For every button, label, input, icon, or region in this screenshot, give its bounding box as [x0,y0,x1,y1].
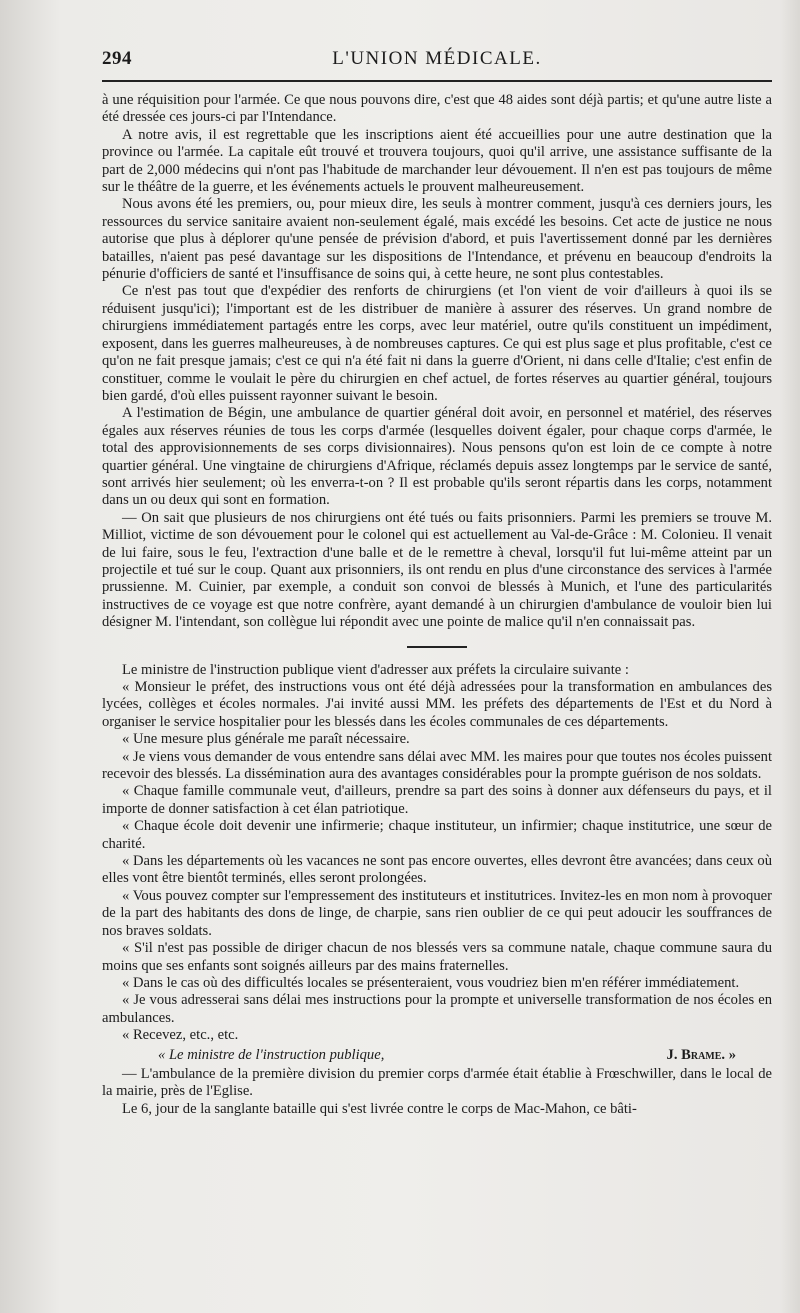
paragraph: « Monsieur le préfet, des instructions vous ont été déjà adressées pour la transformation en ambulances des lycées, collèges et écoles normales. J'ai invité aussi MM. les préfets des départements de l'Est et du Nord à organiser le service hospitalier pour les blessés dans les écoles communales de ces départements. [102,679,772,730]
paragraph: « Chaque famille communale veut, d'ailleurs, prendre sa part des soins à donner aux défenseurs du pays, et il importe de donner satisfaction à cet élan patriotique. [102,783,772,817]
section-divider [407,646,467,648]
signature-title: « Le ministre de l'instruction publique, [158,1046,385,1063]
page-header [102,40,772,76]
paragraph: « Vous pouvez compter sur l'empressement des instituteurs et institutrices. Invitez-les en mon nom à provoquer de la part des habitants des dons de linge, de charpie, sans rien oublier de ce qui peut adoucir les souffrances de nos braves soldats. [102,887,772,939]
paragraph: « Recevez, etc., etc. [122,1027,239,1044]
paragraph: « Une mesure plus générale me paraît nécessaire. [122,731,410,748]
journal-title: L'UNION MÉDICALE. [332,48,542,69]
paragraph: — L'ambulance de la première division du premier corps d'armée était établie à Frœschwiller, dans le local de la mairie, près de l'Eglise. [102,1065,772,1100]
paragraph: Ce n'est pas tout que d'expédier des renforts de chirurgiens (et l'on vient de voir d'ailleurs à quoi ils se réduisent jusqu'ici); l'important est de les distribuer de manière à assurer des réserves. Un grand nombre de chirurgiens immédiatement partagés entre les corps, avec leur matériel, outre qu'ils constituent un impédiment, exposent, dans les guerres malheureuses, à de nombreuses captures. Ce qui est plus sage et plus profitable, c'est ce qu'on ne fait presque jamais; c'est ce qui n'a été fait ni dans la guerre d'Orient, ni dans celle d'Italie; c'est enfin de constituer, comme le voulait le père du chirurgien en chef actuel, de fortes réserves au quartier général, toujours bien gardé, d'où elles puissent rayonner suivant le besoin. [102,283,772,404]
article-body [102,92,772,1118]
paragraph: — On sait que plusieurs de nos chirurgiens ont été tués ou faits prisonniers. Parmi les premiers se trouve M. Milliot, victime de son dévouement pour le colonel qui est actuellement au Val-de-Grâce : M. Colonieu. Il venait de lui faire, sous le feu, l'extraction d'une balle et de le remettre à cheval, lorsqu'il fut lui-même atteint par un projectile et tué sur le coup. Quant aux prisonniers, ils ont rendu en plus d'une circonstance des services à l'armée prussienne. M. Cuinier, par exemple, a conduit son convoi de blessés à Munich, et l'une des particularités instructives de ce voyage est que notre confrère, ayant demandé à un chirurgien d'ambulance de vouloir bien lui désigner M. l'intendant, son collègue lui répondit avec une pointe de malice qu'il n'en connaissait pas. [102,509,772,631]
paragraph: Le 6, jour de la sanglante bataille qui s'est livrée contre le corps de Mac-Mahon, ce bâti- [122,1100,637,1117]
paragraph: « S'il n'est pas possible de diriger chacun de nos blessés vers sa commune natale, chaque commune saura du moins que ses enfants sont soignés ailleurs par des mains fraternelles. [102,940,772,974]
paragraph: « Je viens vous demander de vous entendre sans délai avec MM. les maires pour que toutes nos écoles puissent recevoir des blessés. La dissémination aura des avantages considérables pour la prompte guérison de nos soldats. [102,748,772,783]
paragraph: « Je vous adresserai sans délai mes instructions pour la prompte et universelle transformation de nos écoles en ambulances. [102,992,772,1026]
paragraph: « Chaque école doit devenir une infirmerie; chaque instituteur, un infirmier; chaque institutrice, une sœur de charité. [102,818,772,852]
paragraph: « Dans les départements où les vacances ne sont pas encore ouvertes, elles devront être avancées; dans ceux où elles vont être bientôt terminés, elles seront prolongées. [102,853,772,887]
page-number: 294 [102,48,132,69]
paragraph: « Dans le cas où des difficultés locales se présenteraient, vous voudriez bien m'en référer immédiatement. [122,974,740,991]
paragraph: Le ministre de l'instruction publique vient d'adresser aux préfets la circulaire suivante : [122,661,629,678]
signature-block [102,1047,772,1064]
paragraph: A notre avis, il est regrettable que les inscriptions aient été accueillies pour une autre destination que la province ou l'armée. La capitale eût trouvé et trouvera toujours, quoi qu'il arrive, une assistance suffisante de la part de 2,000 médecins qui n'ont pas l'habitude de marchander leur dévouement. Il n'en est pas toujours de même sur le théâtre de la guerre, et les événements actuels le prouvent malheureusement. [102,126,772,196]
paragraph: A l'estimation de Bégin, une ambulance de quartier général doit avoir, en personnel et matériel, des réserves égales aux réserves réunies de tous les corps d'armée (lesquelles doivent égaler, pour chaque corps d'armée, le total des approvisionnements de ses corps divisionnaires). Nous pensons qu'on est loin de ce compte à notre quartier général. Une vingtaine de chirurgiens d'Afrique, réclamés depuis assez longtemps par le service de santé, sont arrivés hier seulement; où les enverra-t-on ? Il est probable qu'ils seront répartis dans les corps, notamment dans un ou deux qui sont en formation. [102,405,772,509]
paragraph: Nous avons été les premiers, ou, pour mieux dire, les seuls à montrer comment, jusqu'à ces derniers jours, les ressources du service sanitaire avaient non-seulement égalé, mais excédé les besoins. Cet acte de justice ne nous autorise que plus à déplorer qu'une pensée de prévision d'abord, et puis l'avertissement donné par les dernières batailles, n'aient pas pesé davantage sur les dispositions de l'Intendance, et prévenu en beaucoup d'endroits la pénurie d'officiers de santé et l'insuffisance de soins qui, à cette heure, ne sont plus contestables. [102,196,772,283]
paragraph: à une réquisition pour l'armée. Ce que nous pouvons dire, c'est que 48 aides sont déjà partis; et qu'une autre liste a été dressée ces jours-ci par l'Intendance. [102,92,772,126]
signature-name: J. Brame. » [666,1046,736,1063]
header-rule [102,80,772,82]
